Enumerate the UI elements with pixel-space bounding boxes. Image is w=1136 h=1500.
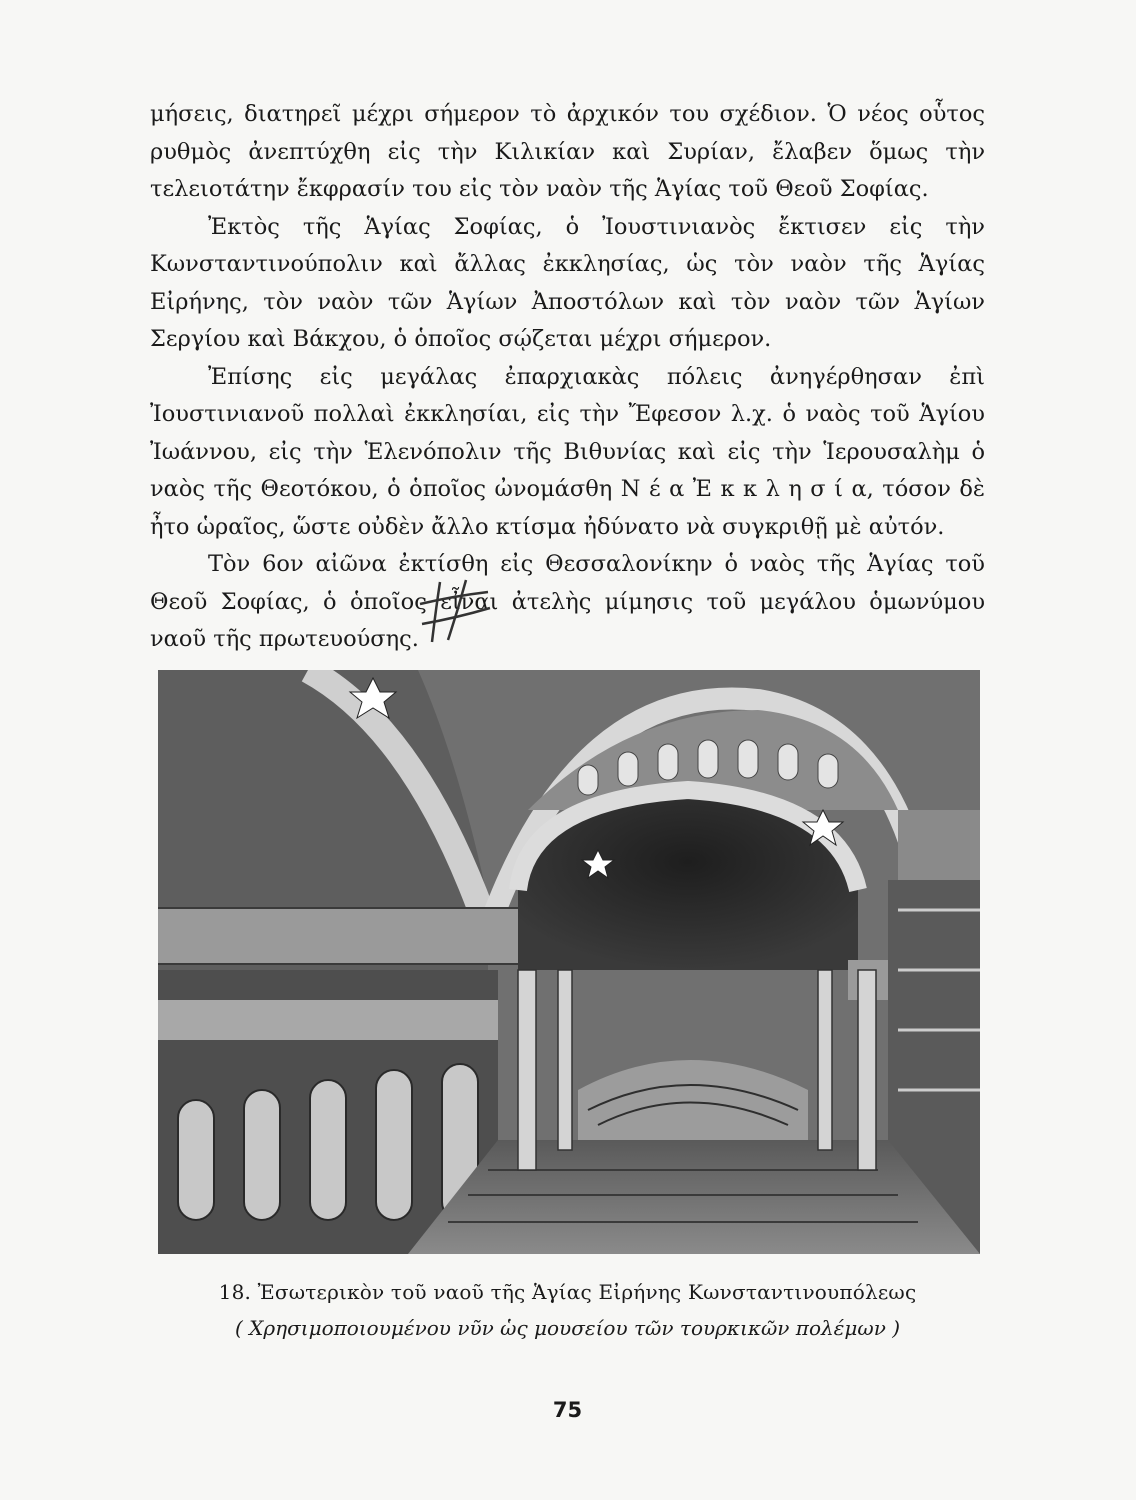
paragraph-4: Τὸν 6ον αἰῶνα ἐκτίσθη εἰς Θεσσαλονίκην ὁ ναὸς τῆς Ἁγίας τοῦ Θεοῦ Σοφίας, ὁ ὁποῖος εἶναι ἀτελὴς μίμησις τοῦ μεγάλου ὁμωνύμου ναοῦ τῆς πρωτευούσης. — [150, 551, 985, 652]
page-number: 75 — [552, 1398, 583, 1422]
handwritten-end-mark — [418, 578, 498, 644]
paragraph-1: μήσεις, διατηρεῖ μέχρι σήμερον τὸ ἀρχικόν του σχέδιον. Ὁ νέος οὗτος ρυθμὸς ἀνεπτύχθη εἰς τὴν Κιλικίαν καὶ Συρίαν, ἔλαβεν ὅμως τὴν τελειοτάτην ἔκφρασίν του εἰς τὸν ναὸν τῆς Ἁγίας τοῦ Θεοῦ Σοφίας. — [150, 101, 985, 202]
figure-subcaption: ( Χρησιμοποιουμένου νῦν ὡς μουσείου τῶν τουρκικῶν πολέμων ) — [234, 1316, 901, 1340]
church-interior-photo — [158, 670, 980, 1254]
paragraph-3: Ἐπίσης εἰς μεγάλας ἐπαρχιακὰς πόλεις ἀνηγέρθησαν ἐπὶ Ἰουστινιανοῦ πολλαὶ ἐκκλησίαι, εἰς τὴν Ἔφεσον λ.χ. ὁ ναὸς τοῦ Ἁγίου Ἰωάννου, εἰς τὴν Ἑλενόπολιν τῆς Βιθυνίας καὶ εἰς τὴν Ἱερουσαλὴμ ὁ ναὸς τῆς Θεοτόκου, ὁ ὁποῖος ὠνομάσθη Ν έ α Ἐ κ κ λ η σ ί α, τόσον δὲ ἦτο ὡραῖος, ὥστε οὐδὲν ἄλλο κτίσμα ἠδύνατο νὰ συγκριθῇ μὲ αὐτόν. — [150, 363, 985, 540]
body-text — [150, 96, 985, 659]
figure-caption: 18. Ἐσωτερικὸν τοῦ ναοῦ τῆς Ἁγίας Εἰρήνης Κωνσταντινουπόλεως — [218, 1280, 917, 1304]
paragraph-2: Ἐκτὸς τῆς Ἁγίας Σοφίας, ὁ Ἰουστινιανὸς ἔκτισεν εἰς τὴν Κωνσταντινούπολιν καὶ ἄλλας ἐκκλησίας, ὡς τὸν ναὸν τῆς Ἁγίας Εἰρήνης, τὸν ναὸν τῶν Ἁγίων Ἀποστόλων καὶ τὸν ναὸν τῶν Ἁγίων Σεργίου καὶ Βάκχου, ὁ ὁποῖος σῴζεται μέχρι σήμερον. — [150, 213, 985, 352]
